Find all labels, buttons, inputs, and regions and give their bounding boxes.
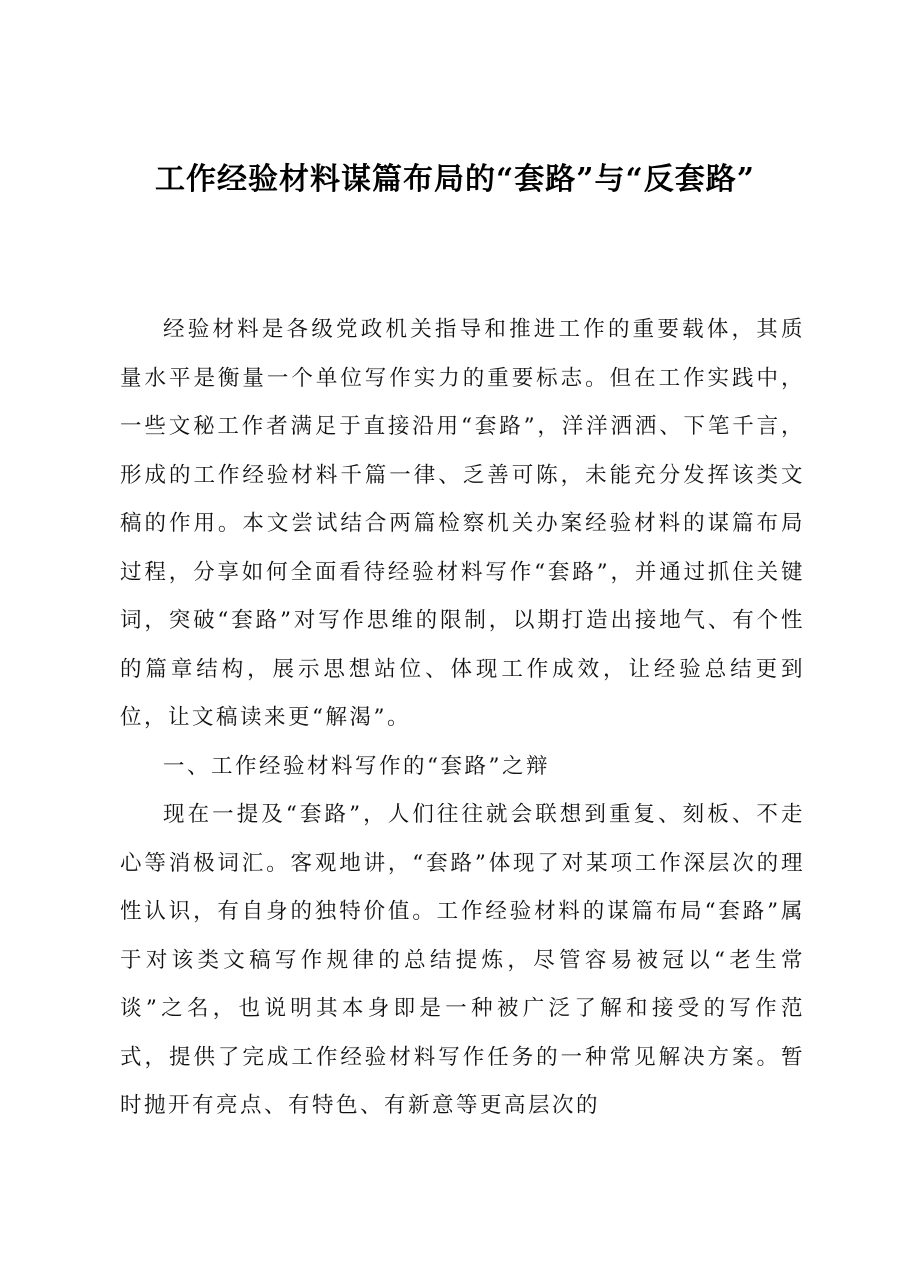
document-body <box>120 306 805 1131</box>
document-title: 工作经验材料谋篇布局的“套路”与“反套路” <box>154 162 756 197</box>
section-heading-1: 一、工作经验材料写作的“套路”之辩 <box>163 753 550 779</box>
paragraph-section-1: 现在一提及“套路”，人们往往就会联想到重复、刻板、不走心等消极词汇。客观地讲，“套路”体现了对某项工作深层次的理性认识，有自身的独特价值。工作经验材料的谋篇布局“套路”属于对该类文稿写作规律的总结提炼，尽管容易被冠以“老生常谈”之名，也说明其本身即是一种被广泛了解和接受的写作范式，提供了完成工作经验材料写作任务的一种常见解决方案。暂时抛开有亮点、有特色、有新意等更高层次的 <box>120 802 805 1118</box>
paragraph-intro: 经验材料是各级党政机关指导和推进工作的重要载体，其质量水平是衡量一个单位写作实力的重要标志。但在工作实践中，一些文秘工作者满足于直接沿用“套路”，洋洋洒洒、下笔千言，形成的工作经验材料千篇一律、乏善可陈，未能充分发挥该类文稿的作用。本文尝试结合两篇检察机关办案经验材料的谋篇布局过程，分享如何全面看待经验材料写作“套路”，并通过抓住关键词，突破“套路”对写作思维的限制，以期打造出接地气、有个性的篇章结构，展示思想站位、体现工作成效，让经验总结更到位，让文稿读来更“解渴”。 <box>120 317 805 730</box>
